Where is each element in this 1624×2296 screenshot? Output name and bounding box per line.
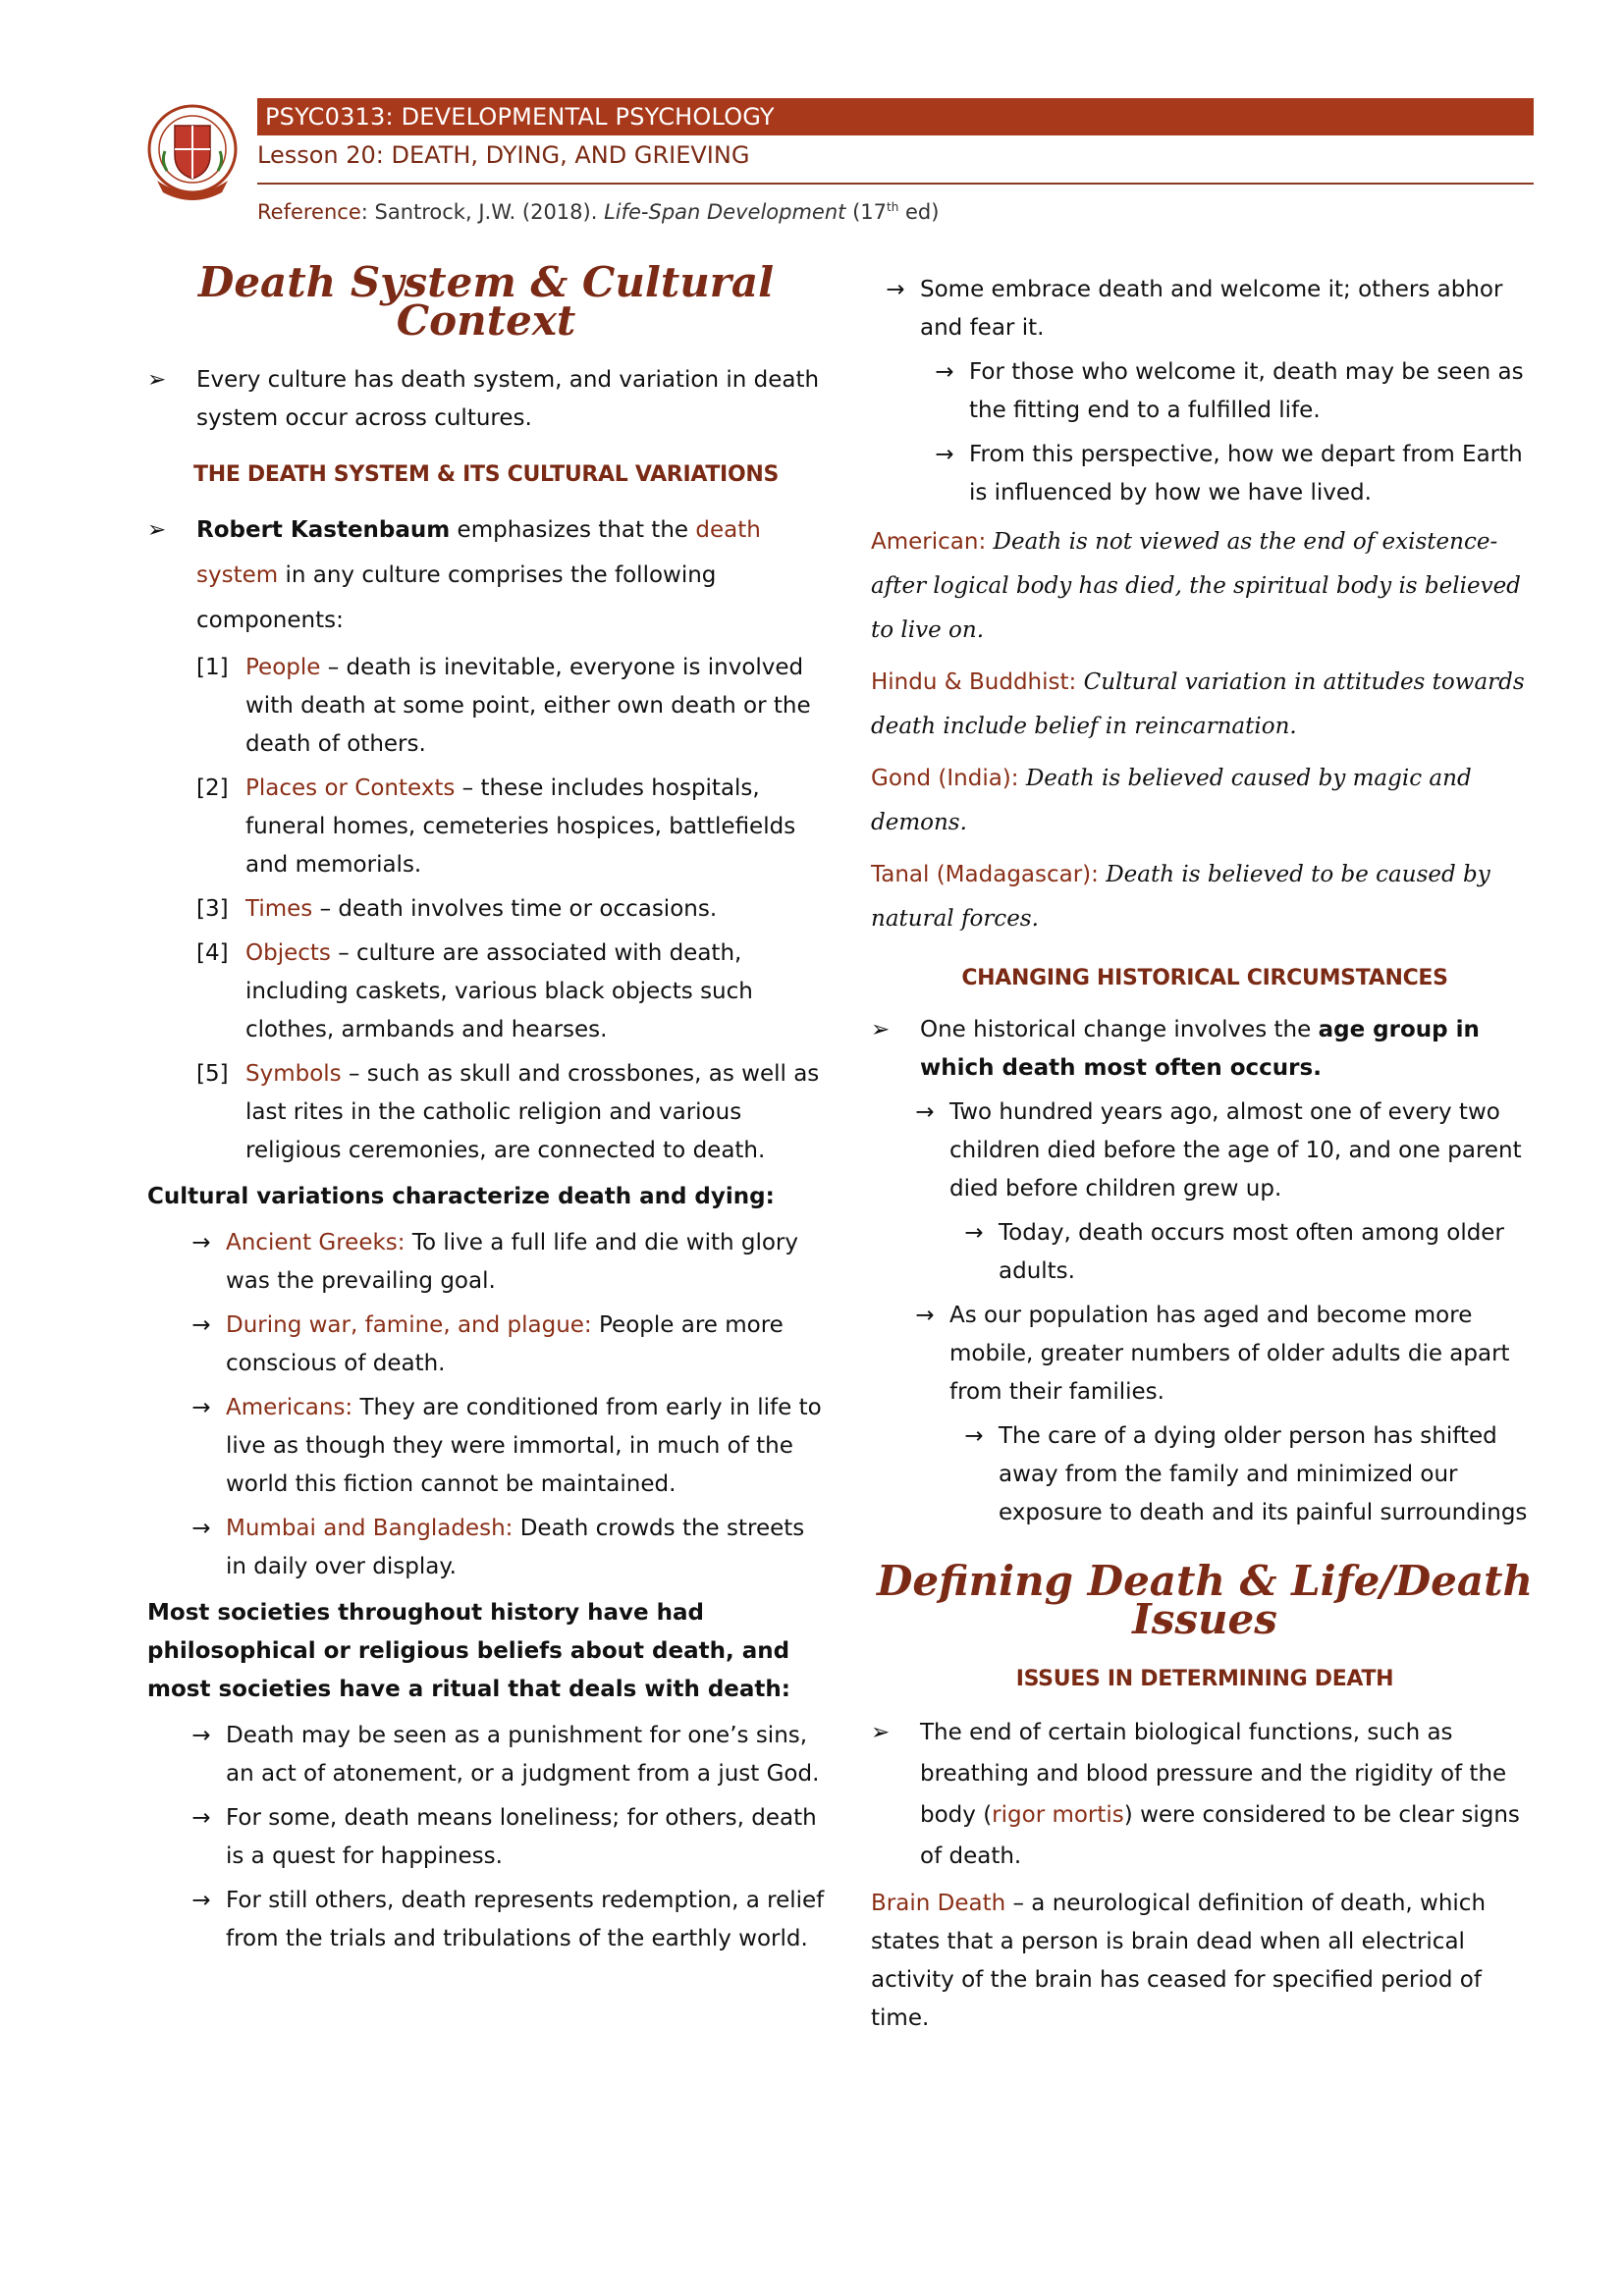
- belief-text: For still others, death represents redemption, a relief from the trials and tribulations of the earthly world.: [226, 1888, 825, 1951]
- continued-item: [920, 436, 1539, 512]
- text: – a neurological definition of death, which states that a person is brain dead when all electrical activity of the brain has ceased for specified period of time.: [871, 1891, 1487, 2031]
- society-belief-item: [177, 1882, 825, 1958]
- components-list: [147, 649, 825, 1170]
- item-text: [245, 890, 825, 929]
- text: ) were considered to be clear signs of death.: [920, 1802, 1520, 1869]
- bullet-historical: [871, 1011, 1539, 1088]
- belief-description: Death is believed to be caused by natural forces.: [871, 862, 1490, 932]
- cultural-item: [177, 1510, 825, 1586]
- reference-edition-end: ed): [898, 200, 940, 224]
- cultural-heading: Cultural variations characterize death and dying:: [147, 1184, 775, 1209]
- belief-description: Cultural variation in attitudes towards death include belief in reincarnation.: [871, 669, 1525, 739]
- list-number: [3]: [196, 896, 229, 922]
- reference-author: : Santrock, J.W. (2018).: [360, 200, 605, 224]
- arrow-right-icon: →: [191, 1395, 211, 1420]
- right-column: [871, 265, 1539, 2046]
- item-text: For those who welcome it, death may be seen as the fitting end to a fulfilled life.: [969, 359, 1524, 423]
- text: emphasizes that the: [450, 517, 696, 543]
- cultural-list: [147, 1224, 825, 1586]
- item-text: Some embrace death and welcome it; others abhor and fear it.: [920, 277, 1503, 341]
- item-text: [226, 1224, 825, 1301]
- belief-text: For some, death means loneliness; for others, death is a quest for happiness.: [226, 1805, 817, 1869]
- person-name: Robert Kastenbaum: [196, 517, 451, 543]
- society-belief-item: [177, 1799, 825, 1876]
- arrowhead-bullet-icon: ➢: [147, 517, 167, 543]
- list-number: [2]: [196, 775, 229, 801]
- societies-list: [147, 1717, 825, 1958]
- item-text: [226, 1882, 825, 1958]
- item-text: [969, 436, 1539, 512]
- culture-term: Gond (India):: [871, 766, 1019, 791]
- key-term: Ancient Greeks:: [226, 1230, 406, 1255]
- bullet-text: [920, 1011, 1539, 1088]
- definition: – death involves time or occasions.: [312, 896, 718, 922]
- key-term: Mumbai and Bangladesh:: [226, 1516, 514, 1541]
- belief-description: Death is believed caused by magic and demons.: [871, 766, 1472, 835]
- key-term: rigor mortis: [992, 1802, 1124, 1828]
- bullet-text: [196, 507, 825, 643]
- reference-line: [257, 200, 939, 224]
- continued-item: [871, 271, 1539, 347]
- bullet-text: Every culture has death system, and variation in death system occur across cultures.: [196, 367, 820, 431]
- key-term: Americans:: [226, 1395, 353, 1420]
- item-text: [245, 649, 825, 764]
- arrow-right-icon: →: [935, 359, 954, 385]
- component-item: [196, 649, 825, 764]
- text: The end of certain biological functions, such as breathing and blood pressure and the rigidity of the body (: [920, 1720, 1507, 1828]
- definition: To live a full life and die with glory was the prevailing goal.: [226, 1230, 798, 1294]
- definition: – such as skull and crossbones, as well as last rites in the catholic religion and various religious ceremonies, are connected to death.: [245, 1061, 820, 1163]
- item-text: [226, 1307, 825, 1383]
- arrow-right-icon: →: [886, 277, 905, 302]
- subheading-issues: ISSUES IN DETERMINING DEATH: [1015, 1667, 1394, 1691]
- reference-book-title: Life-Span Development: [604, 200, 846, 224]
- key-term: Brain Death: [871, 1891, 1006, 1916]
- arrow-right-icon: →: [915, 1099, 935, 1125]
- item-text: As our population has aged and become more mobile, greater numbers of older adults die apart from their families.: [949, 1303, 1510, 1405]
- component-item: [196, 1055, 825, 1170]
- item-text: Today, death occurs most often among older adults.: [999, 1220, 1504, 1284]
- item-text: [949, 1094, 1539, 1208]
- header-divider: [257, 183, 1534, 185]
- arrowhead-bullet-icon: ➢: [871, 1017, 891, 1042]
- belief-entry: [871, 853, 1539, 941]
- definition: – death is inevitable, everyone is involved with death at some point, either own death or the death of others.: [245, 655, 811, 757]
- definition: Death crowds the streets in daily over display.: [226, 1516, 805, 1579]
- item-text: The care of a dying older person has shifted away from the family and minimized our exposure to death and its painful surroundings: [999, 1423, 1528, 1525]
- emphasis: age group in which death most often occurs.: [920, 1017, 1480, 1081]
- item-text: [969, 353, 1539, 430]
- bullet-kastenbaum: [147, 507, 825, 643]
- item-text: [226, 1799, 825, 1876]
- key-term: Symbols: [245, 1061, 342, 1087]
- item-text: [949, 1297, 1539, 1412]
- key-term: Times: [245, 896, 313, 922]
- list-number: [4]: [196, 940, 229, 966]
- belief-entry: [871, 757, 1539, 845]
- definition: – these includes hospitals, funeral homes, cemeteries hospices, battlefields and memorials.: [245, 775, 796, 878]
- historical-item: [900, 1297, 1539, 1412]
- reference-edition-sup: th: [886, 200, 899, 214]
- historical-item: [900, 1094, 1539, 1208]
- arrowhead-bullet-icon: ➢: [147, 367, 167, 393]
- subheading-historical: CHANGING HISTORICAL CIRCUMSTANCES: [961, 966, 1448, 990]
- historical-item: [949, 1214, 1539, 1291]
- section-title-defining-death: Defining Death & Life/Death Issues: [876, 1557, 1534, 1643]
- item-text: [226, 1389, 825, 1504]
- component-item: [196, 934, 825, 1049]
- belief-entry: [871, 661, 1539, 749]
- brain-death-definition: [871, 1885, 1539, 2038]
- definition: They are conditioned from early in life to live as though they were immortal, in much of the world this fiction cannot be maintained.: [226, 1395, 822, 1497]
- arrowhead-bullet-icon: ➢: [871, 1720, 891, 1745]
- arrow-right-icon: →: [191, 1888, 211, 1913]
- section-title-death-system: Death System & Cultural Context: [197, 258, 775, 345]
- cultural-item: [177, 1224, 825, 1301]
- definition: – culture are associated with death, including caskets, various black objects such clothes, armbands and hearses.: [245, 940, 753, 1042]
- cultural-item: [177, 1307, 825, 1383]
- arrow-right-icon: →: [191, 1516, 211, 1541]
- item-text: From this perspective, how we depart from Earth is influenced by how we have lived.: [969, 442, 1523, 506]
- definition: People are more conscious of death.: [226, 1312, 784, 1376]
- university-seal-logo: [147, 102, 238, 212]
- arrow-right-icon: →: [191, 1312, 211, 1338]
- text: in any culture comprises the following components:: [196, 562, 717, 633]
- arrow-right-icon: →: [935, 442, 954, 467]
- left-column: [147, 257, 825, 1964]
- belief-text: Death may be seen as a punishment for one’s sins, an act of atonement, or a judgment from a just God.: [226, 1723, 820, 1787]
- culture-term: Hindu & Buddhist:: [871, 669, 1077, 695]
- item-text: [245, 770, 825, 884]
- key-term: Places or Contexts: [245, 775, 456, 801]
- text: One historical change involves the: [920, 1017, 1319, 1042]
- arrow-right-icon: →: [964, 1220, 984, 1246]
- item-text: [999, 1417, 1539, 1532]
- item-text: [226, 1717, 825, 1793]
- item-text: Two hundred years ago, almost one of every two children died before the age of 10, and one parent died before children grew up.: [949, 1099, 1522, 1201]
- continued-item: [920, 353, 1539, 430]
- course-title-bar: PSYC0313: DEVELOPMENTAL PSYCHOLOGY: [257, 98, 1534, 135]
- item-text: [226, 1510, 825, 1586]
- item-text: [999, 1214, 1539, 1291]
- society-belief-item: [177, 1717, 825, 1793]
- item-text: [245, 1055, 825, 1170]
- key-term: Objects: [245, 940, 331, 966]
- list-number: [1]: [196, 655, 229, 680]
- item-text: [920, 271, 1539, 347]
- culture-term: American:: [871, 529, 987, 555]
- bullet-text: [920, 1712, 1539, 1877]
- historical-item: [949, 1417, 1539, 1532]
- arrow-right-icon: →: [191, 1723, 211, 1748]
- historical-list: [871, 1094, 1539, 1532]
- arrow-right-icon: →: [191, 1230, 211, 1255]
- societies-heading: Most societies throughout history have had philosophical or religious beliefs about death, and most societies have a ritual that deals with death:: [147, 1600, 790, 1702]
- key-term: People: [245, 655, 321, 680]
- cultural-item: [177, 1389, 825, 1504]
- reference-label: Reference: [257, 200, 361, 224]
- list-number: [5]: [196, 1061, 229, 1087]
- key-term: During war, famine, and plague:: [226, 1312, 592, 1338]
- culture-term: Tanal (Madagascar):: [871, 862, 1099, 887]
- key-term: death system: [196, 517, 761, 588]
- bullet-issues: [871, 1712, 1539, 1877]
- subheading-death-system: THE DEATH SYSTEM & ITS CULTURAL VARIATIONS: [193, 462, 779, 487]
- bullet-intro: [147, 361, 825, 438]
- beliefs-list: [871, 520, 1539, 941]
- component-item: [196, 890, 825, 929]
- belief-entry: [871, 520, 1539, 653]
- arrow-right-icon: →: [915, 1303, 935, 1328]
- reference-edition: (17: [845, 200, 887, 224]
- belief-description: Death is not viewed as the end of existence- after logical body has died, the spiritual body is believed to live on.: [871, 529, 1521, 643]
- arrow-right-icon: →: [191, 1805, 211, 1831]
- component-item: [196, 770, 825, 884]
- continued-list: [841, 271, 1539, 512]
- lesson-title: Lesson 20: DEATH, DYING, AND GRIEVING: [257, 141, 750, 169]
- arrow-right-icon: →: [964, 1423, 984, 1449]
- item-text: [245, 934, 825, 1049]
